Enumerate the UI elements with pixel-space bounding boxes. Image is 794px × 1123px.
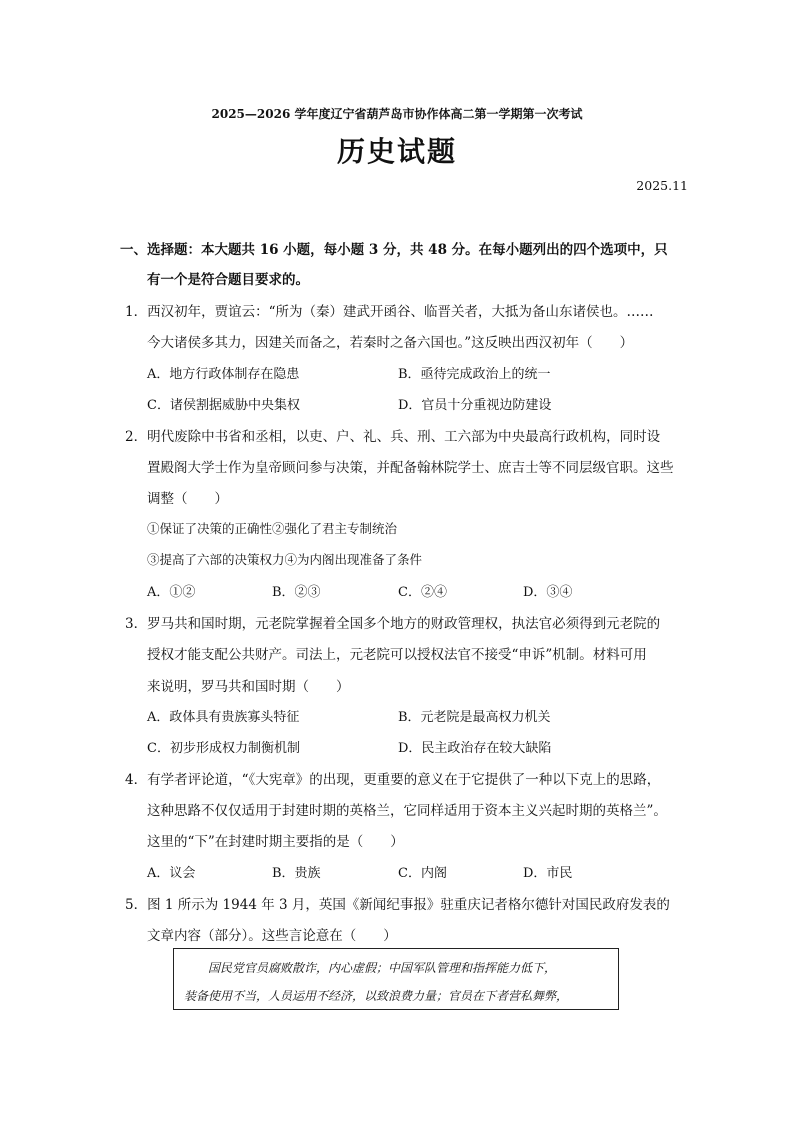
exam-date: 2025.11 bbox=[636, 178, 688, 193]
question-2-line-2: 置殿阁大学士作为皇帝顾问参与决策，并配备翰林院学士、庶吉士等不同层级官职。这些 bbox=[147, 460, 674, 476]
question-3-option-a: A．政体具有贵族寡头特征 bbox=[147, 710, 300, 725]
question-1-option-a: A．地方行政体制存在隐患 bbox=[147, 367, 300, 382]
question-2-line-1: 2．明代废除中书省和丞相，以吏、户、礼、兵、刑、工六部为中央最高行政机构，同时设 bbox=[125, 429, 661, 445]
section-heading: 一、选择题：本大题共 16 小题，每小题 3 分，共 48 分。在每小题列出的四个选项中，只 bbox=[120, 242, 668, 258]
question-2-statement-1: ①保证了决策的正确性②强化了君主专制统治 bbox=[147, 521, 398, 536]
question-3-line-2: 授权才能支配公共财产。司法上，元老院可以授权法官不接受“申诉”机制。材料可用 bbox=[147, 647, 647, 663]
exam-title: 历史试题 bbox=[336, 135, 457, 168]
question-5-line-1: 5．图 1 所示为 1944 年 3 月，英国《新闻纪事报》驻重庆记者格尔德针对国民政府发表的 bbox=[125, 897, 670, 913]
question-2-statement-2: ③提高了六部的决策权力④为内阁出现准备了条件 bbox=[147, 552, 423, 567]
question-1-option-d: D．官员十分重视边防建设 bbox=[398, 398, 552, 413]
question-4-option-a: A．议会 bbox=[147, 866, 196, 881]
exam-subtitle: 2025—2026 学年度辽宁省葫芦岛市协作体高二第一学期第一次考试 bbox=[211, 107, 583, 121]
question-4-line-3: 这里的“下”在封建时期主要指的是（ ） bbox=[147, 834, 404, 850]
question-4-option-b: B．贵族 bbox=[272, 866, 321, 881]
question-3-option-d: D．民主政治存在较大缺陷 bbox=[398, 741, 552, 756]
question-2-option-b: B．②③ bbox=[272, 585, 321, 600]
section-heading-cont: 有一个是符合题目要求的。 bbox=[147, 272, 309, 288]
figure-1-quote-line-2: 装备使用不当，人员运用不经济，以致浪费力量；官员在下者营私舞弊， bbox=[184, 989, 569, 1003]
figure-1-quote-line-1: 国民党官员腐败散诈，内心虚假；中国军队管理和指挥能力低下， bbox=[208, 961, 557, 975]
question-1-line-1: 1．西汉初年，贾谊云：“所为（秦）建武开函谷、临晋关者，大抵为备山东诸侯也。…… bbox=[125, 304, 654, 320]
question-4-option-c: C．内阁 bbox=[398, 866, 447, 881]
question-2-option-a: A．①② bbox=[147, 585, 196, 600]
question-4-option-d: D．市民 bbox=[523, 866, 573, 881]
figure-1-quote-box bbox=[173, 948, 619, 1010]
question-3-line-3: 来说明，罗马共和国时期（ ） bbox=[147, 679, 350, 695]
question-4-line-2: 这种思路不仅仅适用于封建时期的英格兰，它同样适用于资本主义兴起时期的英格兰”。 bbox=[147, 803, 667, 819]
question-2-line-3: 调整（ ） bbox=[147, 491, 228, 507]
question-5-line-2: 文章内容（部分）。这些言论意在（ ） bbox=[147, 928, 397, 944]
question-4-line-1: 4．有学者评论道，“《大宪章》的出现，更重要的意义在于它提供了一种以下克上的思路， bbox=[125, 772, 661, 788]
question-2-option-d: D．③④ bbox=[523, 585, 573, 600]
question-2-option-c: C．②④ bbox=[398, 585, 447, 600]
question-3-option-c: C．初步形成权力制衡机制 bbox=[147, 741, 300, 756]
question-1-line-2: 今大诸侯多其力，因建关而备之，若秦时之备六国也。”这反映出西汉初年（ ） bbox=[147, 335, 634, 351]
question-1-option-c: C．诸侯割据威胁中央集权 bbox=[147, 398, 300, 413]
question-3-option-b: B．元老院是最高权力机关 bbox=[398, 710, 551, 725]
question-3-line-1: 3．罗马共和国时期，元老院掌握着全国多个地方的财政管理权，执法官必须得到元老院的 bbox=[125, 616, 661, 632]
question-1-option-b: B．亟待完成政治上的统一 bbox=[398, 367, 551, 382]
